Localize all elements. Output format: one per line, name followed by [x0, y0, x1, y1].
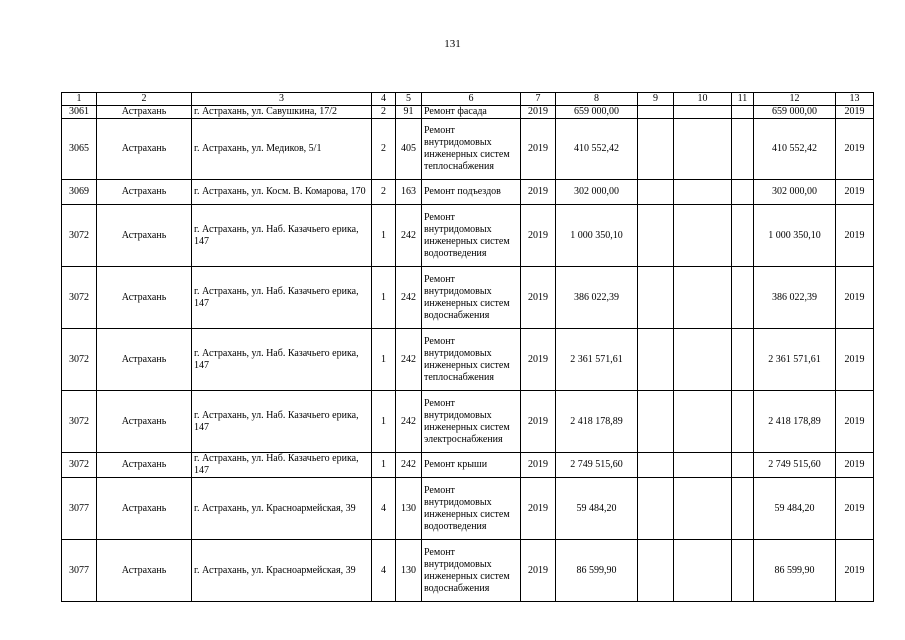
total-cell: 2 361 571,61: [754, 329, 836, 391]
column-header: 3: [192, 93, 372, 106]
col11-cell: [732, 329, 754, 391]
work-type-cell: Ремонт подъездов: [422, 180, 521, 205]
col10-cell: [674, 267, 732, 329]
table-row: [62, 267, 874, 329]
amount-cell: 2 361 571,61: [556, 329, 638, 391]
year-cell: 2019: [521, 453, 556, 478]
object-id-cell: 3077: [62, 540, 97, 602]
address-cell: г. Астрахань, ул. Косм. В. Комарова, 170: [192, 180, 372, 205]
city-cell: Астрахань: [97, 119, 192, 180]
table-row: [62, 205, 874, 267]
address-cell: г. Астрахань, ул. Наб. Казачьего ерика, 147: [192, 329, 372, 391]
total-cell: 410 552,42: [754, 119, 836, 180]
col4-cell: 1: [372, 453, 396, 478]
col9-cell: [638, 391, 674, 453]
year-cell: 2019: [521, 391, 556, 453]
col10-cell: [674, 540, 732, 602]
object-id-cell: 3077: [62, 478, 97, 540]
city-cell: Астрахань: [97, 391, 192, 453]
col4-cell: 1: [372, 391, 396, 453]
col5-cell: 242: [396, 329, 422, 391]
address-cell: г. Астрахань, ул. Наб. Казачьего ерика, 147: [192, 267, 372, 329]
col9-cell: [638, 267, 674, 329]
address-cell: г. Астрахань, ул. Савушкина, 17/2: [192, 106, 372, 119]
year-cell: 2019: [521, 267, 556, 329]
table-row: [62, 478, 874, 540]
col4-cell: 1: [372, 205, 396, 267]
col10-cell: [674, 478, 732, 540]
amount-cell: 59 484,20: [556, 478, 638, 540]
registry-table: [61, 92, 874, 602]
column-header: 4: [372, 93, 396, 106]
city-cell: Астрахань: [97, 478, 192, 540]
column-header: 8: [556, 93, 638, 106]
total-cell: 59 484,20: [754, 478, 836, 540]
work-type-cell: Ремонт крыши: [422, 453, 521, 478]
work-type-cell: Ремонт внутридомовых инженерных систем теплоснабжения: [422, 119, 521, 180]
col5-cell: 242: [396, 205, 422, 267]
col11-cell: [732, 106, 754, 119]
col10-cell: [674, 329, 732, 391]
column-header: 7: [521, 93, 556, 106]
total-cell: 2 749 515,60: [754, 453, 836, 478]
col5-cell: 130: [396, 540, 422, 602]
total-cell: 86 599,90: [754, 540, 836, 602]
end-year-cell: 2019: [836, 267, 874, 329]
table-row: [62, 119, 874, 180]
end-year-cell: 2019: [836, 106, 874, 119]
amount-cell: 2 749 515,60: [556, 453, 638, 478]
year-cell: 2019: [521, 329, 556, 391]
work-type-cell: Ремонт внутридомовых инженерных систем теплоснабжения: [422, 329, 521, 391]
col5-cell: 242: [396, 267, 422, 329]
end-year-cell: 2019: [836, 119, 874, 180]
col4-cell: 1: [372, 267, 396, 329]
work-type-cell: Ремонт внутридомовых инженерных систем водоотведения: [422, 478, 521, 540]
col5-cell: 405: [396, 119, 422, 180]
object-id-cell: 3072: [62, 267, 97, 329]
city-cell: Астрахань: [97, 180, 192, 205]
col9-cell: [638, 540, 674, 602]
col4-cell: 1: [372, 329, 396, 391]
col10-cell: [674, 119, 732, 180]
col5-cell: 163: [396, 180, 422, 205]
col4-cell: 4: [372, 478, 396, 540]
work-type-cell: Ремонт внутридомовых инженерных систем водоснабжения: [422, 267, 521, 329]
object-id-cell: 3072: [62, 453, 97, 478]
column-header: 5: [396, 93, 422, 106]
col4-cell: 4: [372, 540, 396, 602]
col11-cell: [732, 180, 754, 205]
amount-cell: 1 000 350,10: [556, 205, 638, 267]
year-cell: 2019: [521, 119, 556, 180]
city-cell: Астрахань: [97, 106, 192, 119]
table-row: [62, 180, 874, 205]
col5-cell: 242: [396, 391, 422, 453]
amount-cell: 2 418 178,89: [556, 391, 638, 453]
amount-cell: 86 599,90: [556, 540, 638, 602]
column-header: 10: [674, 93, 732, 106]
city-cell: Астрахань: [97, 329, 192, 391]
address-cell: г. Астрахань, ул. Наб. Казачьего ерика, 147: [192, 453, 372, 478]
object-id-cell: 3061: [62, 106, 97, 119]
address-cell: г. Астрахань, ул. Красноармейская, 39: [192, 478, 372, 540]
col9-cell: [638, 119, 674, 180]
end-year-cell: 2019: [836, 453, 874, 478]
city-cell: Астрахань: [97, 205, 192, 267]
column-header: 13: [836, 93, 874, 106]
end-year-cell: 2019: [836, 478, 874, 540]
work-type-cell: Ремонт внутридомовых инженерных систем электроснабжения: [422, 391, 521, 453]
col9-cell: [638, 106, 674, 119]
col11-cell: [732, 205, 754, 267]
col4-cell: 2: [372, 180, 396, 205]
header-row: [62, 93, 874, 106]
year-cell: 2019: [521, 205, 556, 267]
city-cell: Астрахань: [97, 267, 192, 329]
end-year-cell: 2019: [836, 540, 874, 602]
end-year-cell: 2019: [836, 391, 874, 453]
total-cell: 386 022,39: [754, 267, 836, 329]
col10-cell: [674, 106, 732, 119]
object-id-cell: 3069: [62, 180, 97, 205]
col11-cell: [732, 540, 754, 602]
year-cell: 2019: [521, 180, 556, 205]
table-row: [62, 540, 874, 602]
col9-cell: [638, 478, 674, 540]
col5-cell: 242: [396, 453, 422, 478]
table-row: [62, 106, 874, 119]
address-cell: г. Астрахань, ул. Наб. Казачьего ерика, 147: [192, 391, 372, 453]
col5-cell: 130: [396, 478, 422, 540]
column-header: 9: [638, 93, 674, 106]
total-cell: 1 000 350,10: [754, 205, 836, 267]
col4-cell: 2: [372, 119, 396, 180]
column-header: 6: [422, 93, 521, 106]
work-type-cell: Ремонт внутридомовых инженерных систем водоотведения: [422, 205, 521, 267]
col9-cell: [638, 205, 674, 267]
object-id-cell: 3072: [62, 391, 97, 453]
column-header: 12: [754, 93, 836, 106]
year-cell: 2019: [521, 540, 556, 602]
table-row: [62, 391, 874, 453]
work-type-cell: Ремонт внутридомовых инженерных систем водоснабжения: [422, 540, 521, 602]
col10-cell: [674, 180, 732, 205]
col9-cell: [638, 329, 674, 391]
amount-cell: 659 000,00: [556, 106, 638, 119]
page-number: 131: [444, 38, 461, 50]
amount-cell: 410 552,42: [556, 119, 638, 180]
column-header: 1: [62, 93, 97, 106]
col11-cell: [732, 267, 754, 329]
col4-cell: 2: [372, 106, 396, 119]
city-cell: Астрахань: [97, 453, 192, 478]
column-header: 11: [732, 93, 754, 106]
object-id-cell: 3072: [62, 329, 97, 391]
address-cell: г. Астрахань, ул. Наб. Казачьего ерика, 147: [192, 205, 372, 267]
address-cell: г. Астрахань, ул. Красноармейская, 39: [192, 540, 372, 602]
col9-cell: [638, 180, 674, 205]
total-cell: 2 418 178,89: [754, 391, 836, 453]
end-year-cell: 2019: [836, 205, 874, 267]
object-id-cell: 3072: [62, 205, 97, 267]
col10-cell: [674, 205, 732, 267]
col11-cell: [732, 391, 754, 453]
col10-cell: [674, 391, 732, 453]
col10-cell: [674, 453, 732, 478]
city-cell: Астрахань: [97, 540, 192, 602]
year-cell: 2019: [521, 478, 556, 540]
address-cell: г. Астрахань, ул. Медиков, 5/1: [192, 119, 372, 180]
col9-cell: [638, 453, 674, 478]
year-cell: 2019: [521, 106, 556, 119]
amount-cell: 386 022,39: [556, 267, 638, 329]
table-row: [62, 453, 874, 478]
end-year-cell: 2019: [836, 180, 874, 205]
table-row: [62, 329, 874, 391]
total-cell: 302 000,00: [754, 180, 836, 205]
col11-cell: [732, 478, 754, 540]
end-year-cell: 2019: [836, 329, 874, 391]
amount-cell: 302 000,00: [556, 180, 638, 205]
col11-cell: [732, 119, 754, 180]
work-type-cell: Ремонт фасада: [422, 106, 521, 119]
column-header: 2: [97, 93, 192, 106]
object-id-cell: 3065: [62, 119, 97, 180]
col11-cell: [732, 453, 754, 478]
col5-cell: 91: [396, 106, 422, 119]
total-cell: 659 000,00: [754, 106, 836, 119]
